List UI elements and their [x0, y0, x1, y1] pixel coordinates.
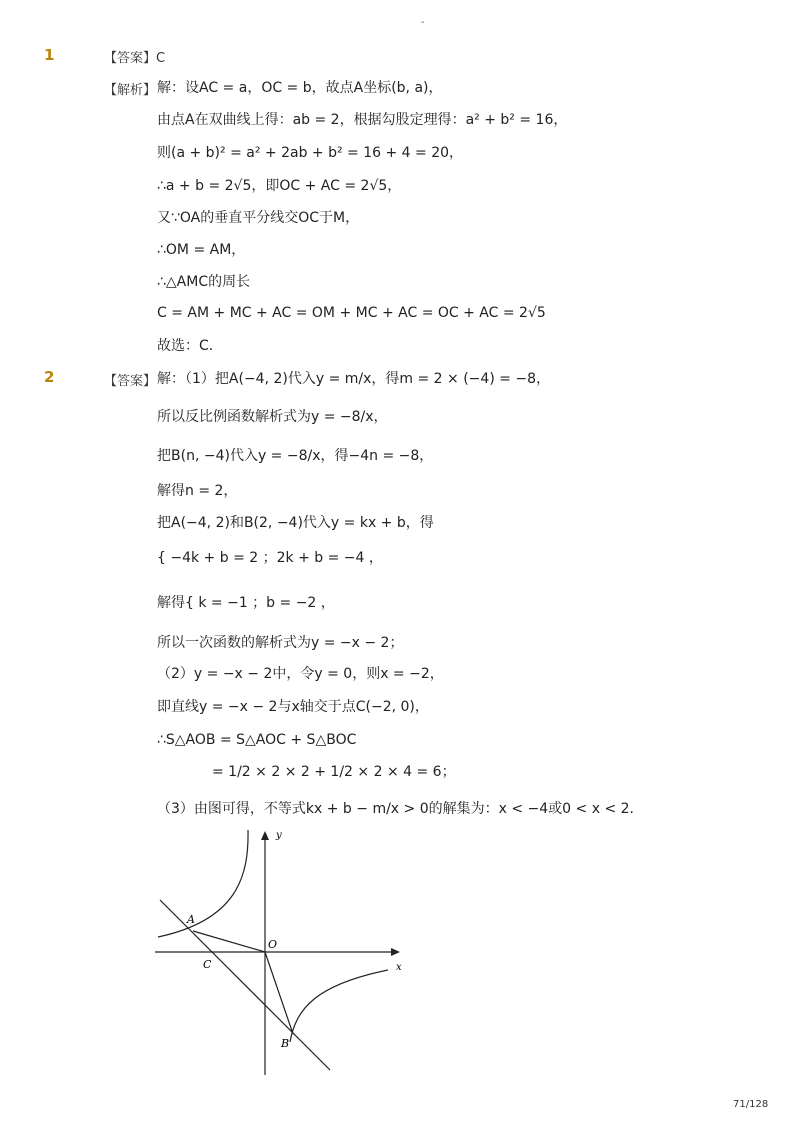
q1-line-2: 由点A在双曲线上得：ab = 2，根据勾股定理得：a² + b² = 16，	[157, 112, 568, 128]
point-A-label: A	[187, 913, 195, 926]
point-O-label: O	[268, 938, 278, 951]
q2-line-4: 解得n = 2，	[157, 483, 238, 499]
question-number-1: 1	[44, 46, 55, 64]
q2-line-2: 所以反比例函数解析式为y = −8/x，	[157, 409, 388, 425]
q2-line-5: 把A(−4, 2)和B(2, −4)代入y = kx + b，得	[157, 515, 434, 531]
top-mark: -	[421, 17, 425, 28]
q2-line-1: 解：（1）把A(−4, 2)代入y = m/x，得m = 2 × (−4) = −8，	[157, 371, 551, 387]
q1-line-3: 则(a + b)² = a² + 2ab + b² = 16 + 4 = 20，	[157, 145, 464, 161]
point-C-label: C	[203, 958, 212, 971]
x-axis-label: x	[396, 962, 402, 973]
q2-line-12: = 1/2 × 2 × 2 + 1/2 × 2 × 4 = 6；	[212, 764, 456, 780]
y-axis-label: y	[276, 830, 282, 841]
q2-line-8: 所以一次函数的解析式为y = −x − 2；	[157, 635, 404, 651]
q2-line-9: （2）y = −x − 2中，令y = 0，则x = −2，	[157, 666, 444, 682]
q1-line-1: 解：设AC = a，OC = b，故点A坐标(b, a)，	[157, 80, 443, 96]
q2-line-13: （3）由图可得，不等式kx + b − m/x > 0的解集为：x < −4或0 < x < 2．	[157, 801, 644, 817]
y-axis-arrow	[261, 831, 269, 840]
segment-OB	[265, 952, 293, 1034]
hyperbola-upper-left-branch	[158, 830, 248, 937]
x-axis-arrow	[391, 948, 400, 956]
hyperbola-lower-right-branch	[290, 970, 388, 1042]
q1-line-5: 又∵OA的垂直平分线交OC于M，	[157, 210, 360, 226]
q1-line-6: ∴OM = AM，	[157, 242, 246, 258]
function-graph-figure	[150, 825, 415, 1080]
q1-answer-label: 【答案】C	[104, 51, 166, 66]
q1-line-9: 故选：C．	[157, 338, 223, 354]
question-number-2: 2	[44, 368, 55, 386]
q1-line-7: ∴△AMC的周长	[157, 274, 251, 290]
q2-line-6: { −4k + b = 2 ；2k + b = −4 ，	[157, 550, 383, 566]
q2-line-10: 即直线y = −x − 2与x轴交于点C(−2, 0)，	[157, 699, 429, 715]
page-number: 71/128	[733, 1099, 769, 1110]
q1-line-4: ∴a + b = 2√5，即OC + AC = 2√5，	[157, 178, 402, 194]
linear-function-line	[160, 900, 330, 1070]
q1-line-8: C = AM + MC + AC = OM + MC + AC = OC + AC = 2√5	[157, 305, 546, 321]
q1-analysis-label: 【解析】	[104, 83, 157, 98]
point-B-label: B	[281, 1037, 290, 1050]
q2-answer-label: 【答案】	[104, 374, 157, 389]
q2-line-3: 把B(n, −4)代入y = −8/x，得−4n = −8，	[157, 448, 434, 464]
q2-line-7: 解得{ k = −1 ；b = −2 ，	[157, 595, 335, 611]
segment-OA	[193, 931, 265, 952]
q2-line-11: ∴S△AOB = S△AOC + S△BOC	[157, 732, 357, 748]
